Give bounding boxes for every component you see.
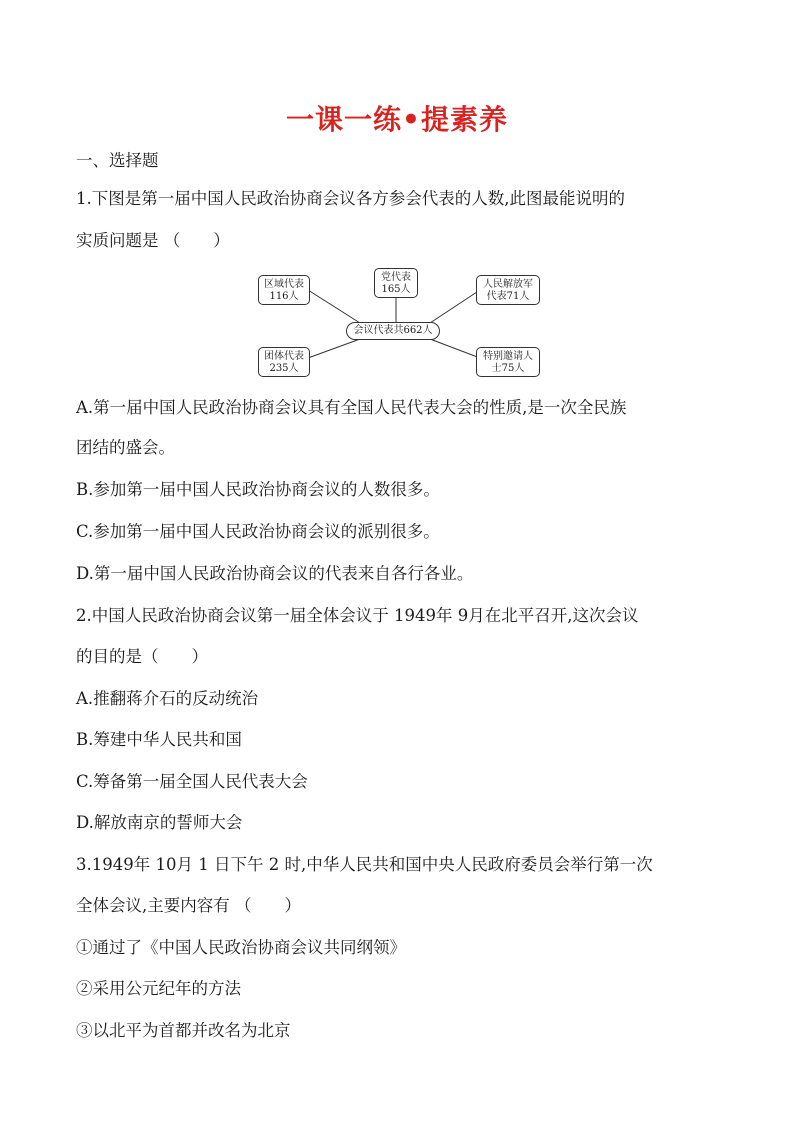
q3-item-3: ③以北平为首都并改名为北京 bbox=[76, 1021, 291, 1040]
q1-option-c: C.参加第一届中国人民政治协商会议的派别很多。 bbox=[76, 522, 440, 541]
q3-stem-line1: 3.1949年 10月 1 日下午 2 时,中华人民共和国中央人民政府委员会举行第一次 bbox=[76, 855, 653, 874]
node-label: 人民解放军 bbox=[483, 279, 533, 290]
q1-option-a-line2: 团结的盛会。 bbox=[76, 438, 175, 457]
q1-option-b: B.参加第一届中国人民政治协商会议的人数很多。 bbox=[76, 480, 440, 499]
diagram-node-group bbox=[258, 347, 310, 377]
q2-option-a: A.推翻蒋介石的反动统治 bbox=[76, 689, 259, 708]
connector-line bbox=[430, 290, 480, 323]
q3-item-2: ②采用公元纪年的方法 bbox=[76, 979, 241, 998]
q3-stem-line2: 全体会议,主要内容有 （ ） bbox=[76, 896, 301, 915]
section-heading: 一、选择题 bbox=[76, 151, 159, 170]
q2-option-b: B.筹建中华人民共和国 bbox=[76, 730, 242, 749]
node-label: 团体代表 bbox=[264, 351, 304, 362]
q2-option-c: C.筹备第一届全国人民代表大会 bbox=[76, 772, 308, 791]
node-count: 士75人 bbox=[491, 363, 525, 374]
connector-line bbox=[308, 290, 360, 323]
q2-stem-line2: 的目的是（ ） bbox=[76, 647, 208, 666]
diagram-node-center bbox=[346, 322, 440, 340]
q2-stem-line1: 2.中国人民政治协商会议第一届全体会议于 1949年 9月在北平召开,这次会议 bbox=[76, 606, 639, 625]
node-count: 165人 bbox=[381, 284, 411, 295]
diagram-node-pla bbox=[476, 275, 540, 305]
diagram-node-invited bbox=[476, 347, 540, 377]
q1-stem-line2: 实质问题是 （ ） bbox=[76, 231, 230, 250]
page-title: 一课一练•提素养 bbox=[286, 103, 508, 136]
node-count: 116人 bbox=[269, 291, 299, 302]
connector-line bbox=[430, 339, 480, 358]
delegates-diagram bbox=[250, 268, 550, 380]
q1-option-a-line1: A.第一届中国人民政治协商会议具有全国人民代表大会的性质,是一次全民族 bbox=[76, 398, 627, 417]
q1-option-d: D.第一届中国人民政治协商会议的代表来自各行各业。 bbox=[76, 564, 474, 583]
diagram-node-regional bbox=[258, 275, 310, 305]
node-label: 区域代表 bbox=[264, 279, 304, 290]
node-label: 会议代表共662人 bbox=[353, 325, 433, 336]
node-count: 代表71人 bbox=[486, 291, 530, 302]
node-label: 党代表 bbox=[381, 272, 411, 283]
q2-option-d: D.解放南京的誓师大会 bbox=[76, 813, 243, 832]
node-count: 235人 bbox=[269, 363, 299, 374]
q1-stem-line1: 1.下图是第一届中国人民政治协商会议各方参会代表的人数,此图最能说明的 bbox=[76, 189, 625, 208]
diagram-node-party bbox=[374, 268, 418, 298]
q3-item-1: ①通过了《中国人民政治协商会议共同纲领》 bbox=[76, 938, 406, 957]
connector-line bbox=[308, 339, 360, 358]
node-label: 特别邀请人 bbox=[483, 351, 533, 362]
